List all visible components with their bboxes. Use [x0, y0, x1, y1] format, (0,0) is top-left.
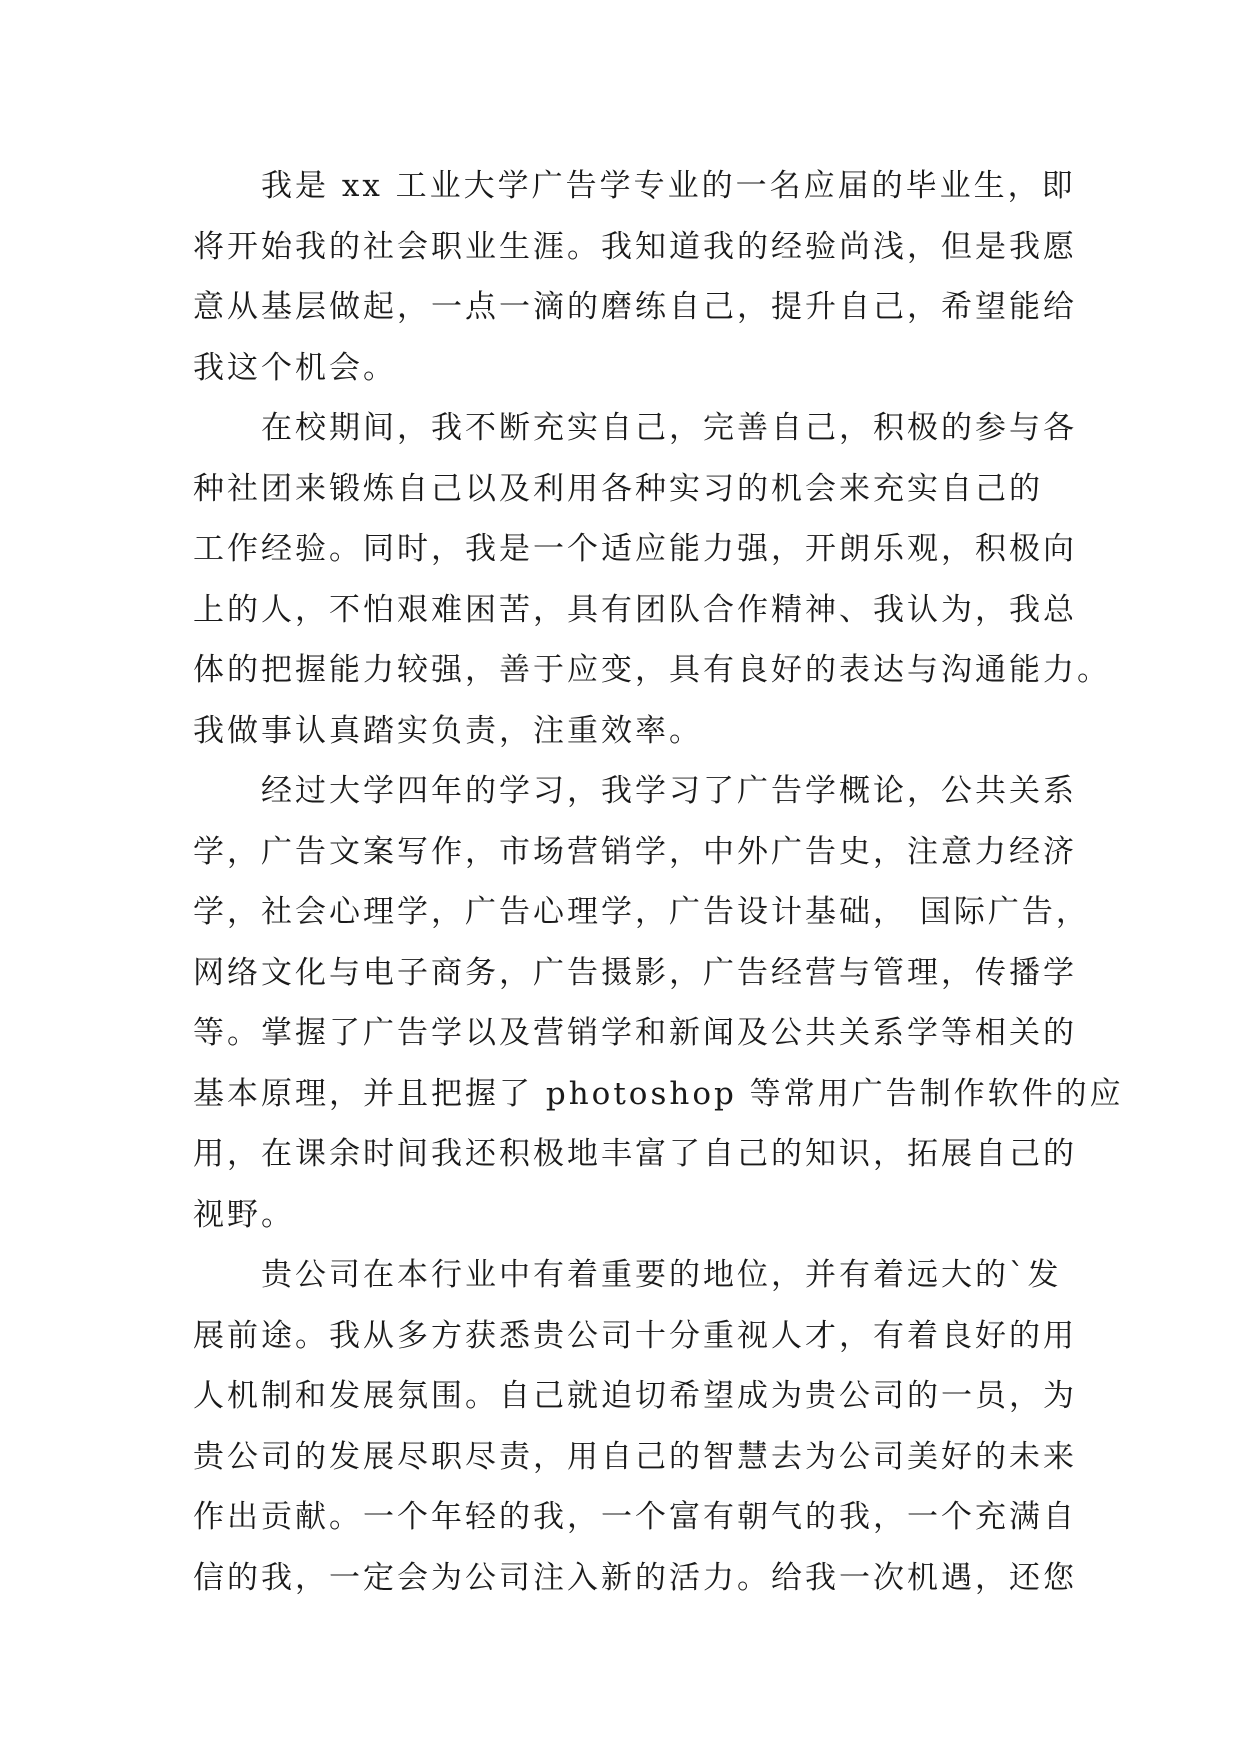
text-line: 贵公司在本行业中有着重要的地位，并有着远大的`发 [193, 1257, 1062, 1293]
text-line: 展前途。我从多方获悉贵公司十分重视人才，有着良好的用 [193, 1317, 1077, 1354]
text-line: 在校期间，我不断充实自己，完善自己，积极的参与各 [193, 410, 1077, 446]
text-line: 种社团来锻炼自己以及利用各种实习的机会来充实自己的 [193, 470, 1043, 507]
body-text [193, 156, 1124, 1608]
text-line: 我做事认真踏实负责，注重效率。 [193, 712, 703, 749]
text-line: 工作经验。同时，我是一个适应能力强，开朗乐观，积极向 [193, 531, 1077, 567]
text-line: 视野。 [193, 1196, 295, 1233]
text-line: 体的把握能力较强，善于应变，具有良好的表达与沟通能力。 [193, 652, 1111, 688]
text-line: 基本原理，并且把握了 photoshop 等常用广告制作软件的应 [193, 1075, 1124, 1112]
text-line: 信的我，一定会为公司注入新的活力。给我一次机遇，还您 [193, 1559, 1077, 1596]
text-line: 网络文化与电子商务，广告摄影，广告经营与管理，传播学 [193, 954, 1077, 991]
text-line: 经过大学四年的学习，我学习了广告学概论，公共关系 [193, 773, 1077, 809]
text-line: 用，在课余时间我还积极地丰富了自己的知识，拓展自己的 [193, 1136, 1077, 1172]
text-line: 将开始我的社会职业生涯。我知道我的经验尚浅，但是我愿 [193, 228, 1077, 265]
text-line: 等。掌握了广告学以及营销学和新闻及公共关系学等相关的 [193, 1015, 1077, 1051]
text-line: 上的人，不怕艰难困苦，具有团队合作精神、我认为，我总 [193, 591, 1077, 628]
text-line: 人机制和发展氛围。自己就迫切希望成为贵公司的一员，为 [193, 1378, 1077, 1414]
text-line: 我是 xx 工业大学广告学专业的一名应届的毕业生，即 [193, 168, 1076, 204]
text-line: 作出贡献。一个年轻的我，一个富有朝气的我，一个充满自 [193, 1499, 1077, 1535]
text-line: 我这个机会。 [193, 349, 397, 386]
text-line: 贵公司的发展尽职尽责，用自己的智慧去为公司美好的未来 [193, 1438, 1077, 1475]
text-line: 意从基层做起，一点一滴的磨练自己，提升自己，希望能给 [193, 289, 1077, 325]
text-line: 学，广告文案写作，市场营销学，中外广告史，注意力经济 [193, 833, 1077, 870]
text-line: 学，社会心理学，广告心理学，广告设计基础， 国际广告， [193, 894, 1090, 930]
